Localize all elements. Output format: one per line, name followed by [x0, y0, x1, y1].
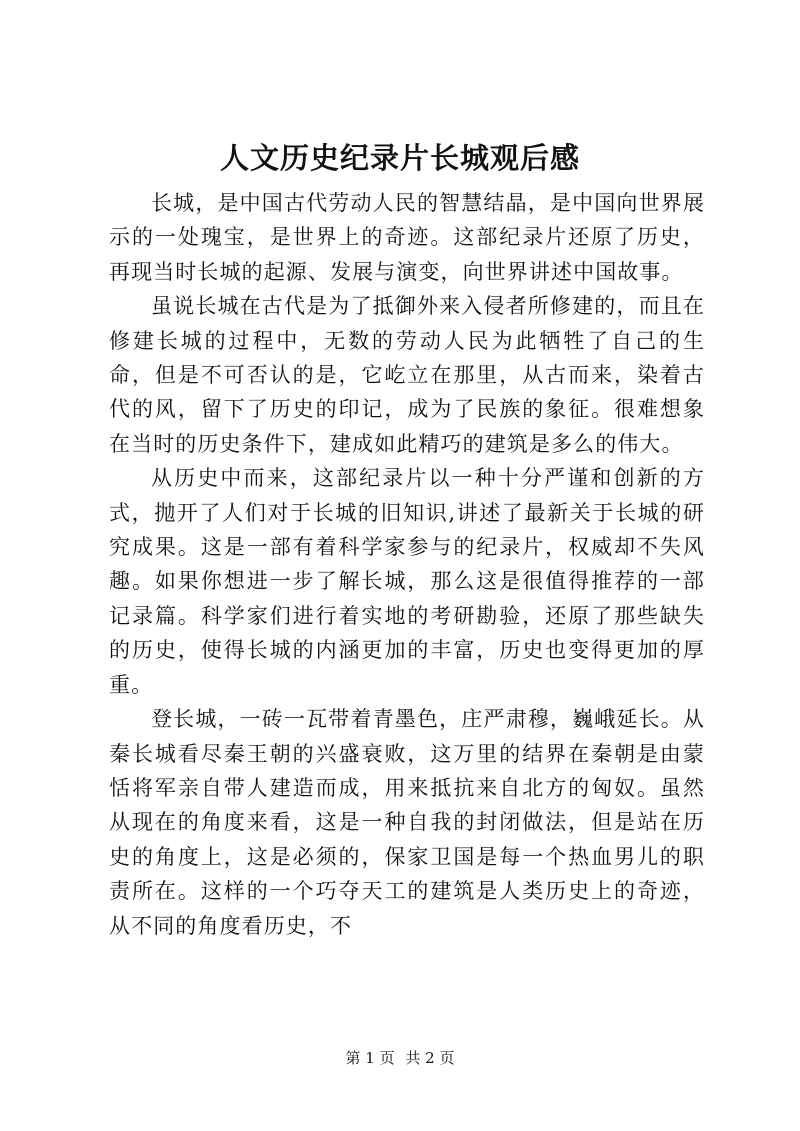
document-title: 人文历史纪录片长城观后感 — [219, 141, 580, 175]
page-footer — [0, 1048, 800, 1068]
paragraph-4: 登长城，一砖一瓦带着青墨色，庄严肃穆，巍峨延长。从秦长城看尽秦王朝的兴盛衰败，这万里的结界在秦朝是由蒙恬将军亲自带人建造而成，用来抵抗来自北方的匈奴。虽然从现在的角度来看，这是一种自我的封闭做法，但是站在历史的角度上，这是必须的，保家卫国是每一个热血男儿的职责所在。这样的一个巧夺天工的建筑是人类历史上的奇迹，从不同的角度看历史，不 — [109, 707, 705, 938]
page-total: 共 2 页 — [405, 1049, 455, 1067]
page-number: 第 1 页 — [345, 1049, 395, 1067]
document-body — [109, 186, 705, 943]
paragraph-1: 长城，是中国古代劳动人民的智慧结晶，是中国向世界展示的一处瑰宝，是世界上的奇迹。这部纪录片还原了历史，再现当时长城的起源、发展与演变，向世界讲述中国故事。 — [109, 191, 705, 284]
paragraph-2: 虽说长城在古代是为了抵御外来入侵者所修建的，而且在修建长城的过程中，无数的劳动人民为此牺牲了自己的生命，但是不可否认的是，它屹立在那里，从古而来，染着古代的风，留下了历史的印记，成为了民族的象征。很难想象在当时的历史条件下，建成如此精巧的建筑是多么的伟大。 — [109, 294, 705, 456]
paragraph-3: 从历史中而来，这部纪录片以一种十分严谨和创新的方式，抛开了人们对于长城的旧知识,讲述了最新关于长城的研究成果。这是一部有着科学家参与的纪录片，权威却不失风趣。如果你想进一步了解长城，那么这是很值得推荐的一部记录篇。科学家们进行着实地的考研勘验，还原了那些缺失的历史，使得长城的内涵更加的丰富，历史也变得更加的厚重。 — [109, 466, 705, 697]
